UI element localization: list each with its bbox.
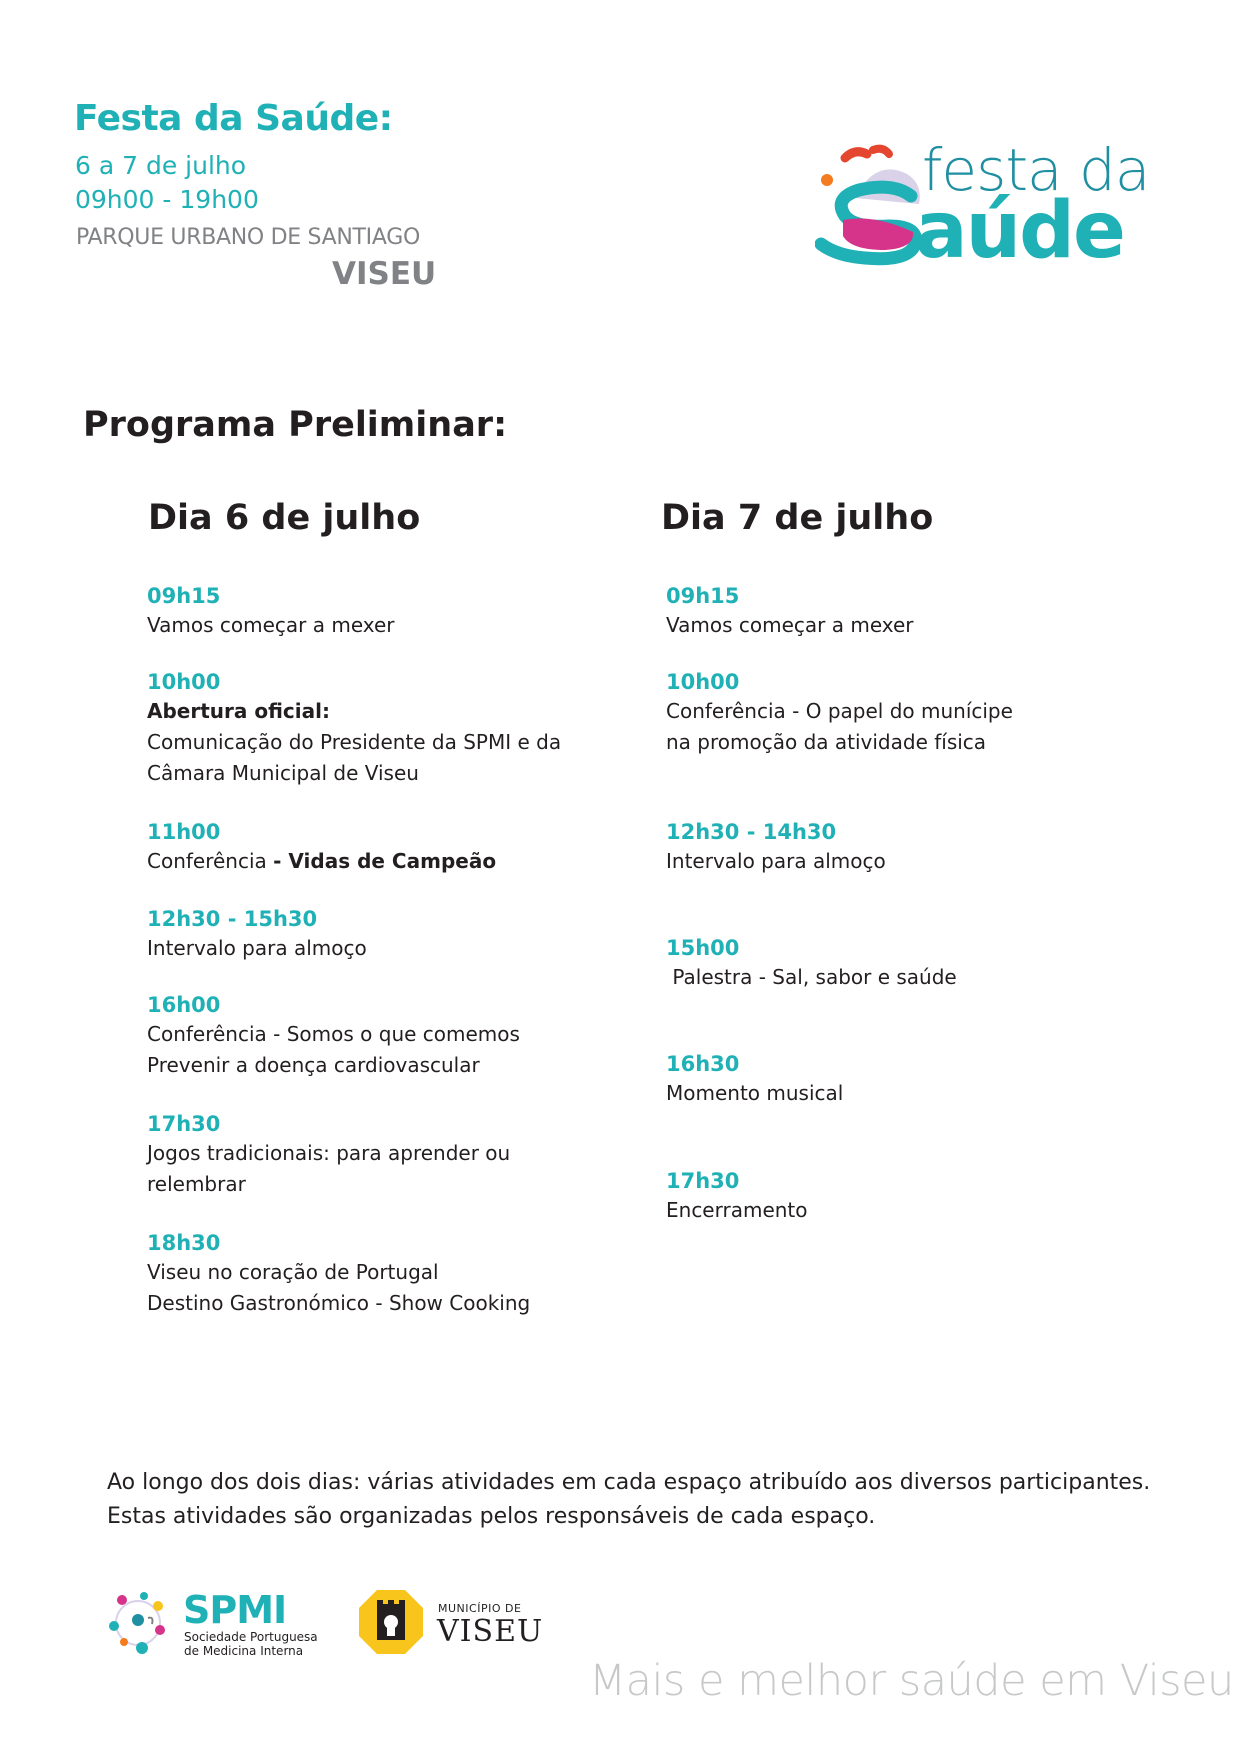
schedule-desc: relembrar	[147, 1172, 246, 1196]
spmi-name: SPMI	[183, 1588, 287, 1632]
schedule-desc: Câmara Municipal de Viseu	[147, 761, 419, 785]
schedule-item	[666, 1167, 808, 1226]
logo-text-bottom: aúde	[915, 186, 1124, 276]
schedule-desc: Comunicação do Presidente da SPMI e da	[147, 730, 562, 754]
schedule-bold: Abertura oficial:	[147, 699, 330, 723]
logo-text-top: festa da	[922, 136, 1150, 204]
footer-note	[107, 1466, 1150, 1534]
schedule-desc: Prevenir a doença cardiovascular	[147, 1053, 480, 1077]
schedule-item	[147, 818, 496, 877]
schedule-item	[666, 818, 886, 877]
schedule-desc: na promoção da atividade física	[666, 730, 987, 754]
schedule-item	[147, 1110, 510, 1200]
spmi-subtitle-line: Sociedade Portuguesa	[184, 1630, 318, 1644]
schedule-time: 16h00	[147, 993, 221, 1017]
spmi-subtitle-line: de Medicina Interna	[184, 1644, 304, 1658]
municipio-name: VISEU	[437, 1614, 544, 1649]
schedule-item	[147, 1229, 530, 1319]
schedule-time: 15h00	[666, 936, 740, 960]
schedule-item	[666, 934, 957, 993]
schedule-desc: Intervalo para almoço	[666, 849, 886, 873]
municipio-label: MUNICÍPIO DE	[438, 1602, 522, 1615]
schedule-item	[666, 668, 1013, 758]
schedule-desc: Vamos começar a mexer	[666, 613, 914, 637]
day2-title: Dia 7 de julho	[661, 498, 934, 538]
schedule-time: 11h00	[147, 820, 221, 844]
schedule-time: 18h30	[147, 1231, 221, 1255]
slogan: Mais e melhor saúde em Viseu	[589, 1656, 1234, 1706]
schedule-item	[666, 1050, 843, 1109]
schedule-time: 09h15	[147, 584, 221, 608]
schedule-desc: Palestra - Sal, sabor e saúde	[666, 965, 957, 989]
schedule-desc: Intervalo para almoço	[147, 936, 367, 960]
schedule-time: 10h00	[147, 670, 221, 694]
schedule-time: 12h30 - 15h30	[147, 907, 318, 931]
schedule-bold: - Vidas de Campeão	[273, 849, 497, 873]
schedule-desc: Destino Gastronómico - Show Cooking	[147, 1291, 531, 1315]
schedule-desc	[147, 696, 561, 727]
event-venue: PARQUE URBANO DE SANTIAGO	[76, 225, 420, 250]
schedule-item	[147, 991, 520, 1081]
schedule-desc: Vamos começar a mexer	[147, 613, 395, 637]
schedule-desc	[147, 846, 496, 877]
schedule-item	[147, 582, 395, 641]
day1-title: Dia 6 de julho	[148, 498, 421, 538]
logo-initial: S	[815, 138, 816, 139]
event-dates: 6 a 7 de julho	[75, 151, 247, 180]
schedule-item	[147, 668, 561, 789]
footer-line: Estas atividades são organizadas pelos responsáveis de cada espaço.	[107, 1504, 876, 1529]
schedule-time: 17h30	[666, 1169, 740, 1193]
event-city: VISEU	[332, 256, 437, 292]
schedule-prefix: Conferência	[147, 849, 274, 873]
schedule-time: 12h30 - 14h30	[666, 820, 837, 844]
schedule-desc: Jogos tradicionais: para aprender ou	[147, 1141, 511, 1165]
schedule-item	[147, 905, 367, 964]
spmi-subtitle	[184, 1630, 318, 1658]
viseu-crest-icon	[357, 1588, 425, 1656]
schedule-time: 16h30	[666, 1052, 740, 1076]
schedule-time: 10h00	[666, 670, 740, 694]
schedule-time: 09h15	[666, 584, 740, 608]
footer-line: Ao longo dos dois dias: várias atividades em cada espaço atribuído aos diversos participantes.	[107, 1470, 1151, 1495]
event-title: Festa da Saúde:	[74, 98, 393, 139]
schedule-desc: Conferência - O papel do munícipe	[666, 699, 1013, 723]
schedule-desc: Viseu no coração de Portugal	[147, 1260, 439, 1284]
schedule-desc: Momento musical	[666, 1081, 844, 1105]
program-title: Programa Preliminar:	[83, 405, 508, 445]
schedule-time: 17h30	[147, 1112, 221, 1136]
schedule-desc: Conferência - Somos o que comemos	[147, 1022, 520, 1046]
schedule-item	[666, 582, 914, 641]
event-hours: 09h00 - 19h00	[75, 185, 259, 214]
schedule-desc: Encerramento	[666, 1198, 808, 1222]
